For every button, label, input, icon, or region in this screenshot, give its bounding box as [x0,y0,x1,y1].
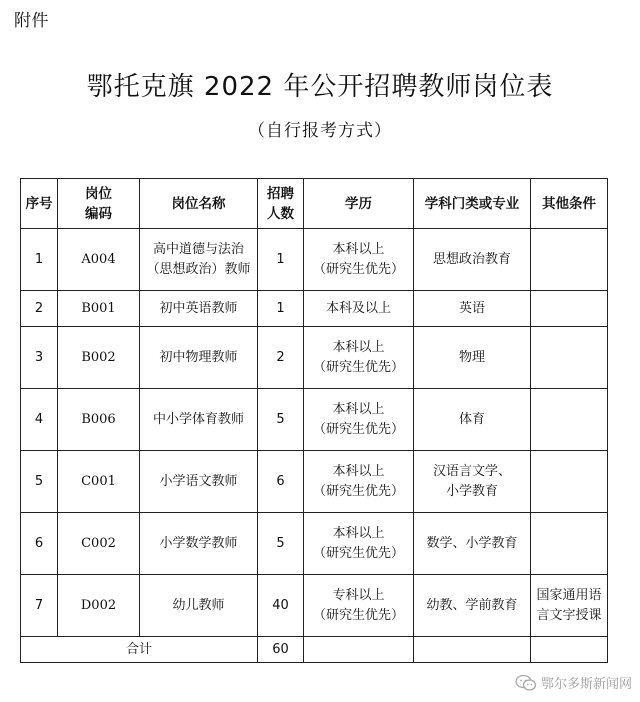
cell-count: 6 [258,451,304,513]
cell-education [304,291,414,327]
cell-count: 5 [258,389,304,451]
cell-code: C002 [58,513,140,575]
cell-position-name [140,327,258,389]
table-row [21,229,608,291]
cell-line: 中小学体育教师 [152,411,244,427]
cell-no: 3 [21,327,58,389]
total-label: 合计 [21,637,258,663]
cell-line: 思想政治教育 [432,251,511,267]
cell-major [414,513,531,575]
cell-count: 5 [258,513,304,575]
table-row [21,451,608,513]
table-row [21,389,608,451]
cell-code: D002 [58,575,140,637]
column-header-no: 序号 [21,179,58,229]
cell-education [304,513,414,575]
cell-education [304,451,414,513]
cell-count: 40 [258,575,304,637]
cell-major [414,229,531,291]
table-row [21,575,608,637]
cell-no: 4 [21,389,58,451]
cell-line: （研究生优先） [312,545,404,561]
cell-no: 2 [21,291,58,327]
cell-count: 1 [258,229,304,291]
total-empty-cell [531,637,608,663]
cell-line: 幼儿教师 [172,597,225,613]
cell-code: B002 [58,327,140,389]
cell-code: B006 [58,389,140,451]
cell-education [304,389,414,451]
cell-position-name [140,389,258,451]
cell-line: 专科以上 [332,587,385,603]
total-row [21,637,608,663]
attachment-label: 附件 [14,11,49,31]
cell-education [304,575,414,637]
cell-line: （思想政治）教师 [146,261,251,277]
cell-line: 英语 [458,300,485,316]
cell-line: 本科以上 [332,463,385,479]
cell-line: 物理 [458,349,485,365]
cell-education [304,229,414,291]
cell-count: 2 [258,327,304,389]
column-header-count: 招聘 人数 [258,179,304,229]
table-row [21,327,608,389]
cell-position-name [140,451,258,513]
cell-position-name [140,513,258,575]
cell-other [531,575,608,637]
total-empty-cell [414,637,531,663]
cell-position-name [140,575,258,637]
column-header-code: 岗位 编码 [58,179,140,229]
cell-line: 初中英语教师 [159,300,238,316]
cell-other [531,327,608,389]
page-subtitle: （自行报考方式） [248,121,392,141]
cell-line: 本科以上 [332,525,385,541]
watermark-text: 鄂尔多斯新闻网 [540,677,632,692]
table-row [21,513,608,575]
cell-other [531,389,608,451]
cell-line: 国家通用语 [536,587,602,603]
total-count: 60 [258,637,304,663]
cell-major [414,451,531,513]
source-watermark [515,673,632,692]
column-header-other: 其他条件 [531,179,608,229]
cell-line: （研究生优先） [312,359,404,375]
cell-code: C001 [58,451,140,513]
cell-line: 本科以上 [332,339,385,355]
cell-line: 数学、小学教育 [426,535,518,551]
page-title: 鄂托克旗 2022 年公开招聘教师岗位表 [86,72,554,102]
cell-line: 汉语言文学、 [432,463,511,479]
cell-line: 本科以上 [332,241,385,257]
cell-line: （研究生优先） [312,483,404,499]
cell-other [531,513,608,575]
cell-major [414,327,531,389]
cell-line: 言文字授课 [536,607,602,623]
cell-major [414,575,531,637]
cell-major [414,291,531,327]
column-header-education: 学历 [304,179,414,229]
cell-code: B001 [58,291,140,327]
cell-line: 幼教、学前教育 [426,597,518,613]
cell-code: A004 [58,229,140,291]
cell-line: 小学教育 [445,483,498,499]
cell-line: 本科及以上 [325,300,391,316]
table-header-row [21,179,608,229]
cell-line: 初中物理教师 [159,349,238,365]
table-row [21,291,608,327]
cell-other [531,291,608,327]
cell-no: 5 [21,451,58,513]
cell-line: （研究生优先） [312,261,404,277]
cell-line: 高中道德与法治 [152,241,244,257]
column-header-major: 学科门类或专业 [414,179,531,229]
cell-no: 6 [21,513,58,575]
job-positions-table [20,178,608,663]
cell-major [414,389,531,451]
cell-line: 体育 [458,411,485,427]
cell-line: 小学语文教师 [159,473,238,489]
cell-no: 1 [21,229,58,291]
wechat-logo-icon [515,674,537,692]
cell-other [531,451,608,513]
cell-line: 本科以上 [332,401,385,417]
cell-position-name [140,229,258,291]
cell-position-name [140,291,258,327]
cell-count: 1 [258,291,304,327]
cell-no: 7 [21,575,58,637]
total-empty-cell [304,637,414,663]
cell-line: （研究生优先） [312,421,404,437]
column-header-name: 岗位名称 [140,179,258,229]
cell-line: 小学数学教师 [159,535,238,551]
cell-other [531,229,608,291]
cell-line: （研究生优先） [312,607,404,623]
cell-education [304,327,414,389]
